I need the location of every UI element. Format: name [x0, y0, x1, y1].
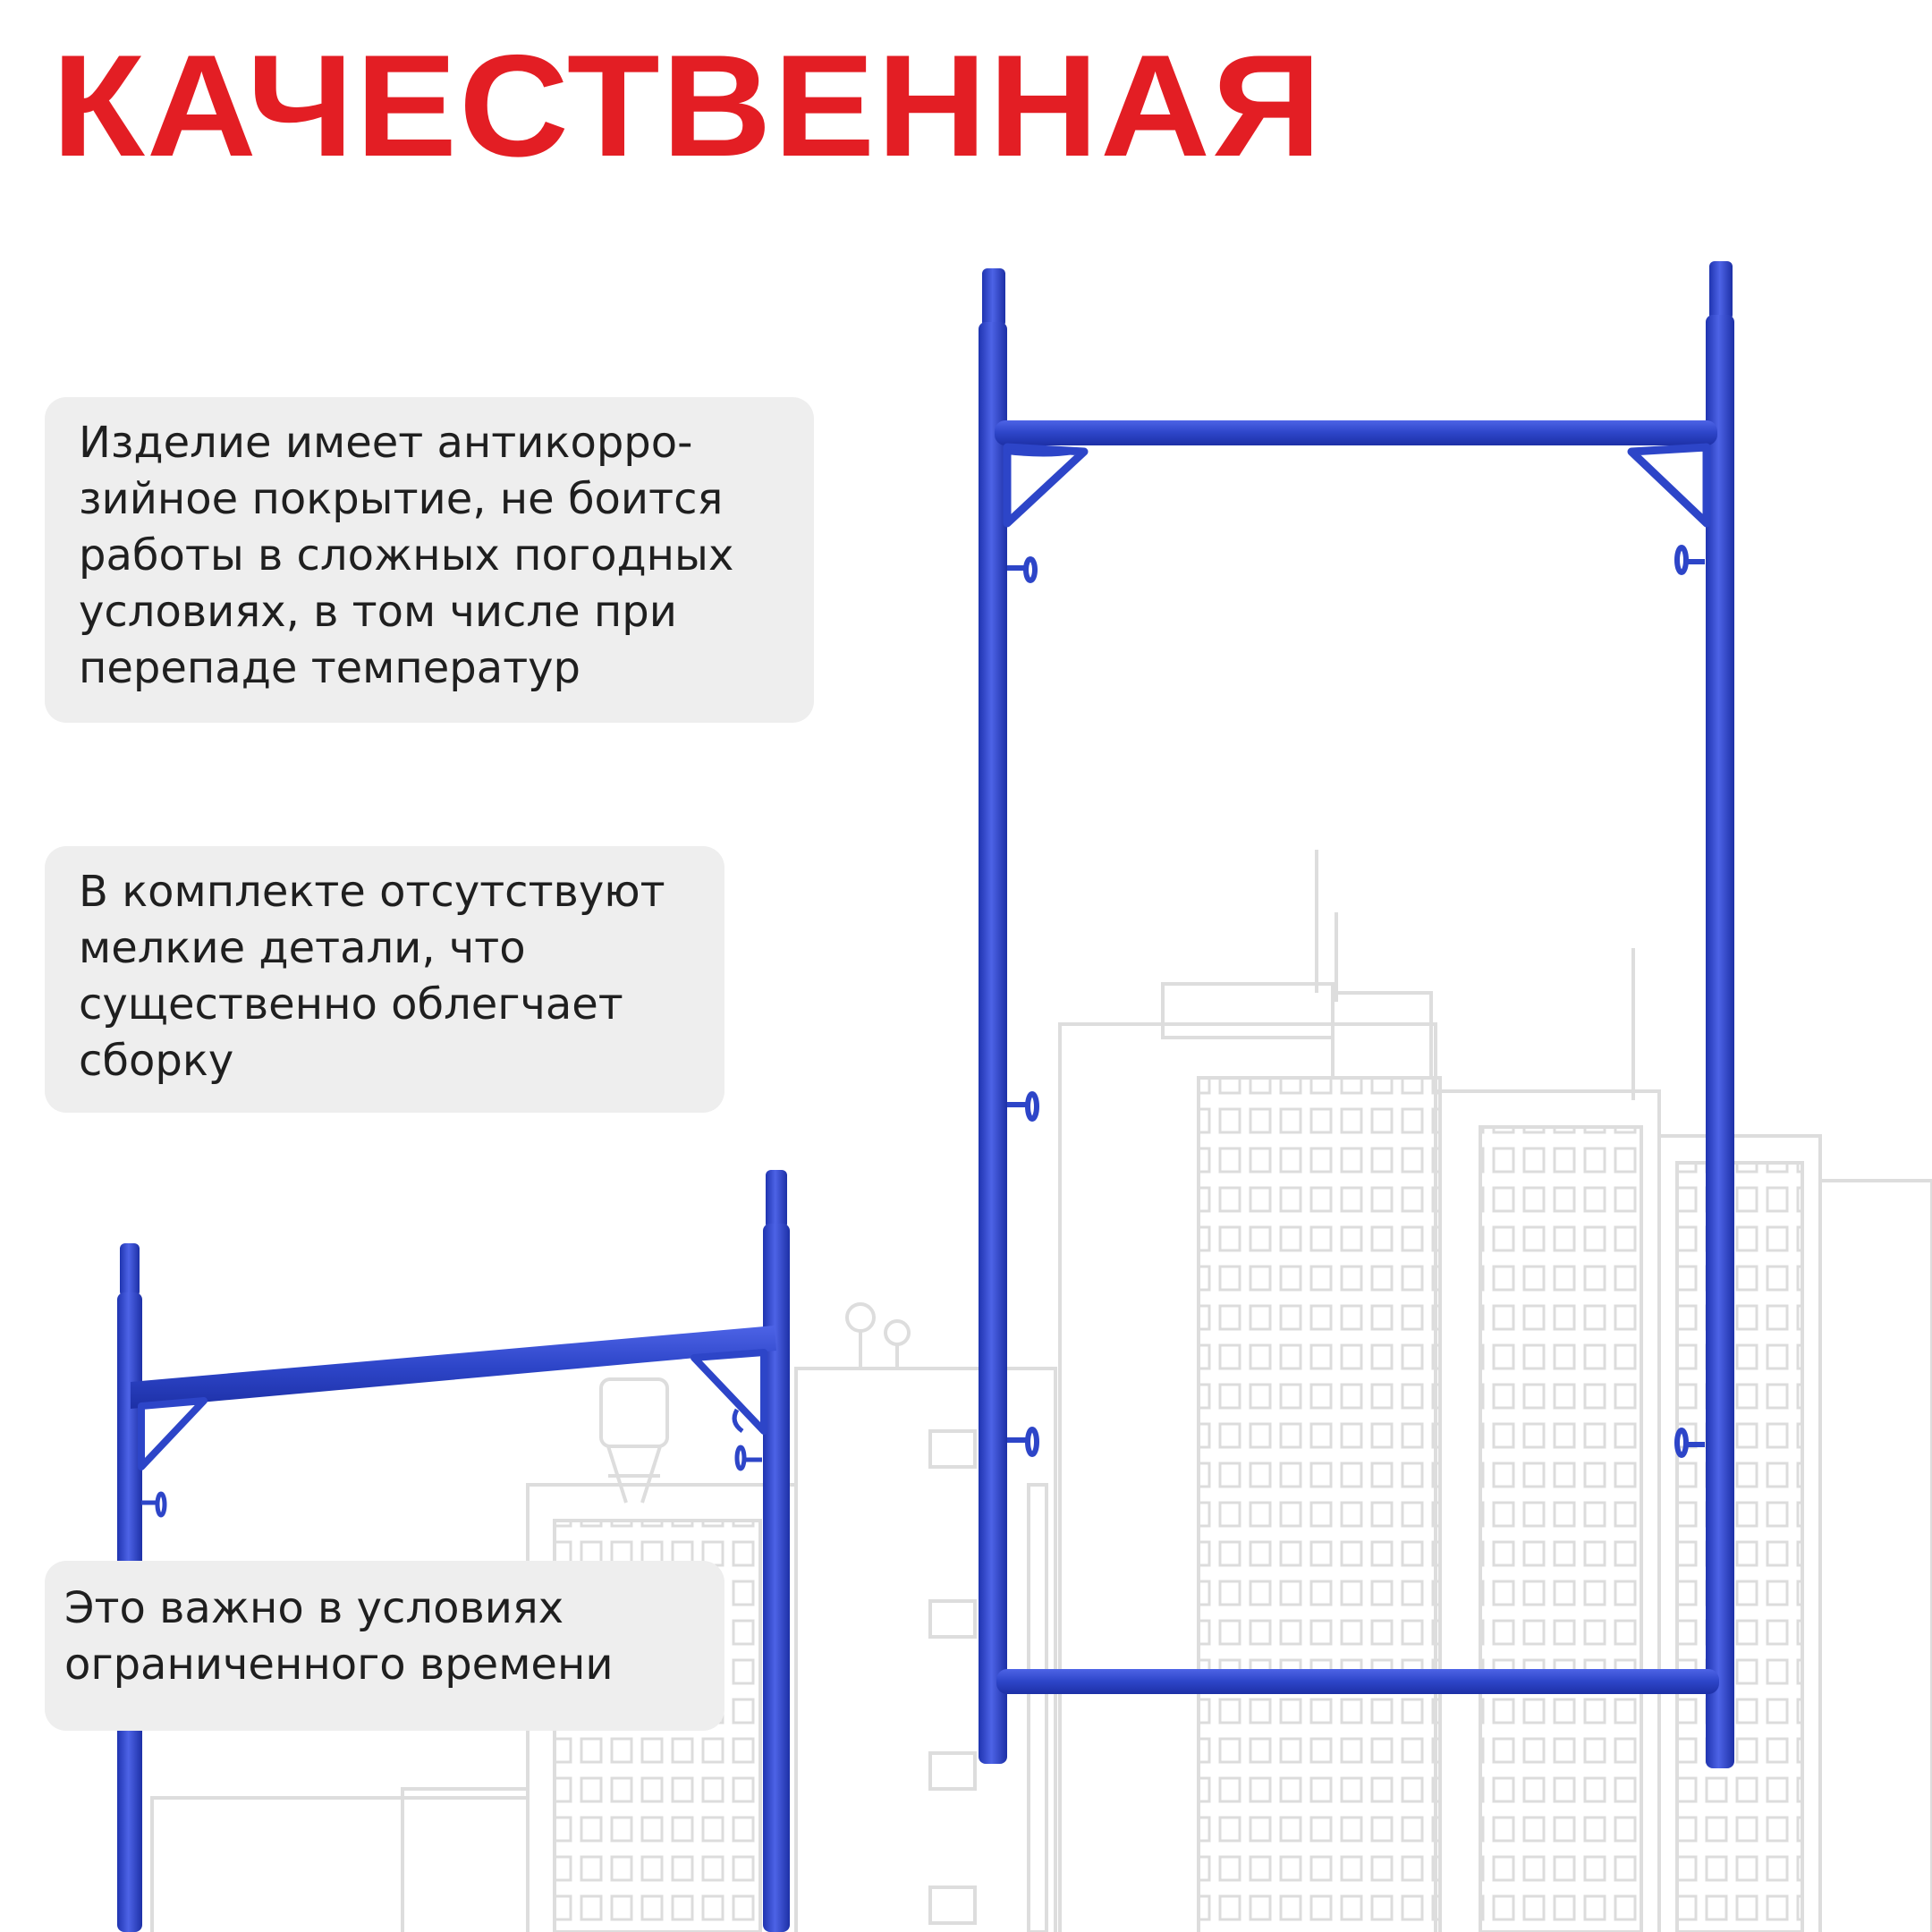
feature-text: В комплекте отсутствуют мелкие детали, что существенно облегчает сборку: [79, 867, 665, 1086]
feature-text: Изделие имеет антикорро- зийное покрытие, не боится работы в сложных погодных условиях, в том числе при перепаде температур: [79, 418, 734, 693]
feature-card-no-small-parts: [45, 846, 724, 1113]
feature-text: Это важно в условиях ограниченного времени: [64, 1583, 614, 1690]
feature-card-corrosion: [45, 397, 814, 723]
feature-card-time: [45, 1561, 724, 1731]
page-title: КАЧЕСТВЕННАЯ: [52, 25, 1324, 187]
